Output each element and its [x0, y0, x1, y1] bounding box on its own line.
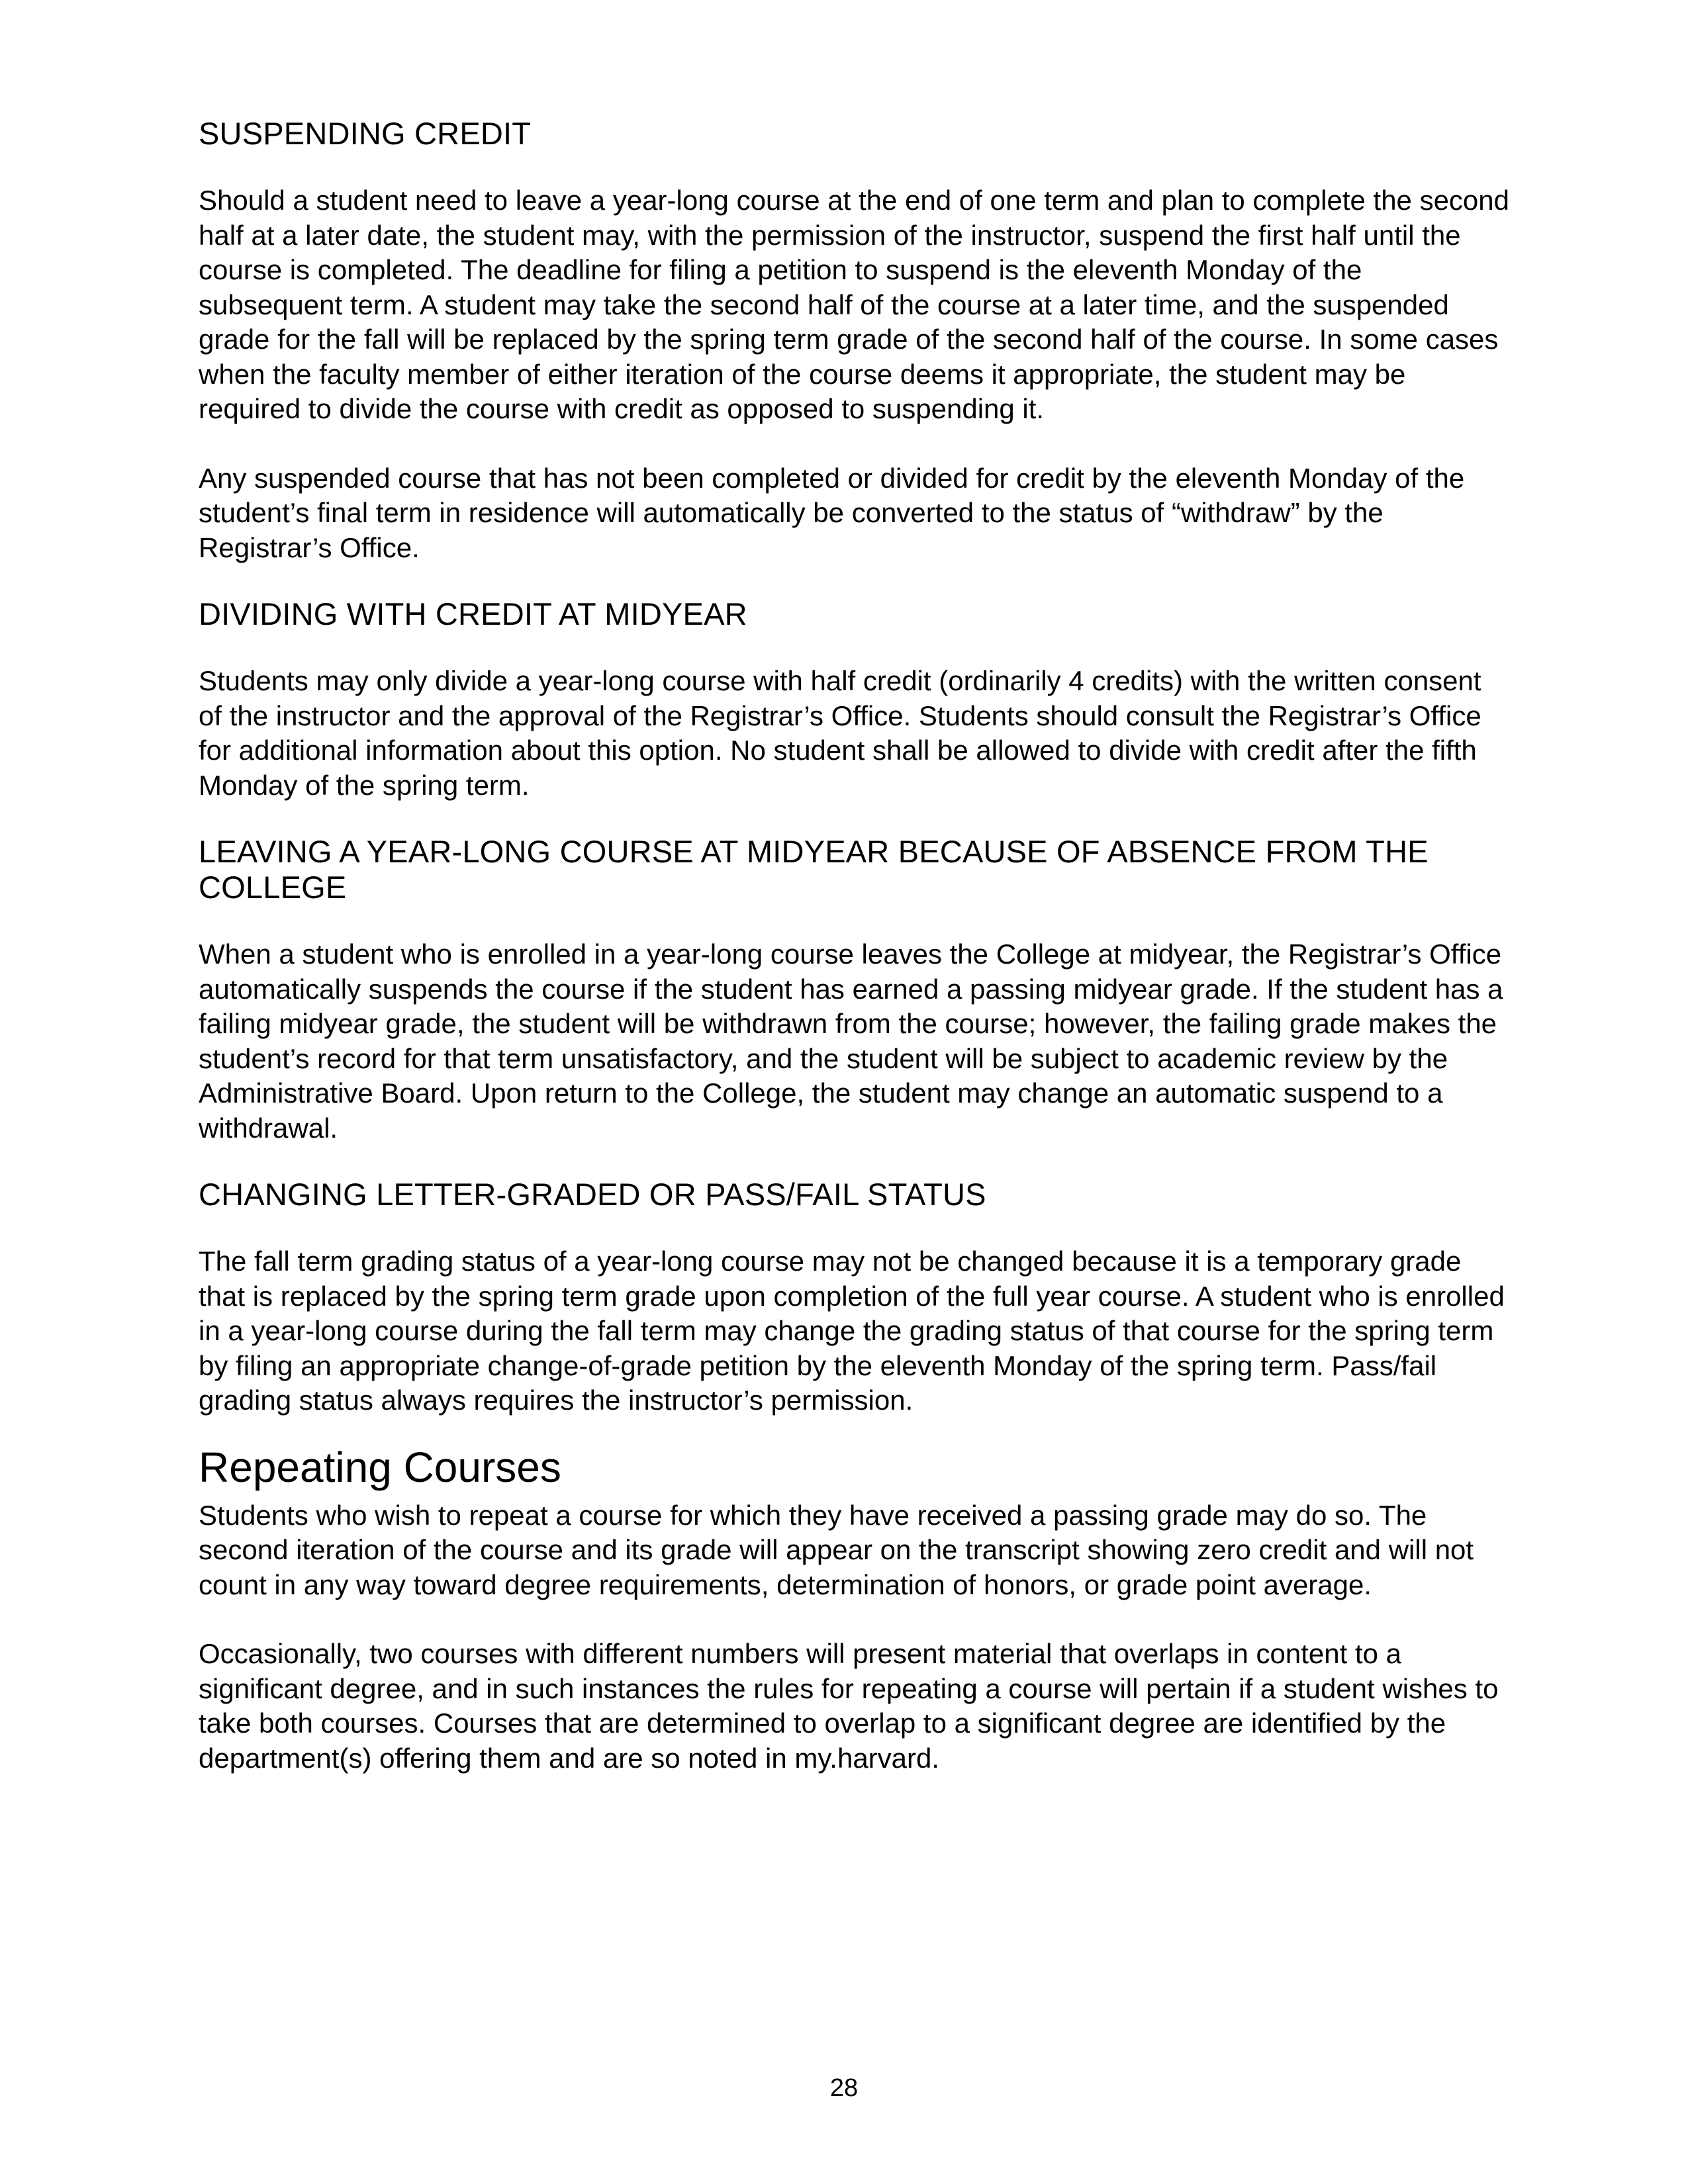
section-heading-dividing-with-credit: DIVIDING WITH CREDIT AT MIDYEAR	[199, 596, 747, 631]
paragraph-repeating-courses-2: Occasionally, two courses with different numbers will present material that overlaps in content to a significant degree, and in such instances the rules for repeating a course will pertain if a student wishes to take both courses. Courses that are determined to overlap to a significant degree are identified by the department(s) offering them and are so noted in my.harvard.	[199, 1638, 1499, 1774]
paragraph-dividing-with-credit: Students may only divide a year-long course with half credit (ordinarily 4 credits) with the written consent of the instructor and the approval of the Registrar’s Office. Students should consult the Registrar’s Office for additional information about this option. No student shall be allowed to divide with credit after the fifth Monday of the spring term.	[199, 665, 1481, 801]
paragraph-repeating-courses-1: Students who wish to repeat a course for which they have received a passing grade may do so. The second iteration of the course and its grade will appear on the transcript showing zero credit and will not count in any way toward degree requirements, determination of honors, or grade point average.	[199, 1499, 1474, 1600]
section-heading-changing-grading-status: CHANGING LETTER-GRADED OR PASS/FAIL STATUS	[199, 1177, 986, 1212]
document-page	[199, 116, 1509, 1776]
section-heading-leaving-year-long-course: LEAVING A YEAR-LONG COURSE AT MIDYEAR BECAUSE OF ABSENCE FROM THE COLLEGE	[199, 834, 1429, 905]
paragraph-suspending-credit-2: Any suspended course that has not been completed or divided for credit by the eleventh Monday of the student’s final term in residence will automatically be converted to the status of “withdraw” by the Registrar’s Office.	[199, 462, 1465, 563]
page-number: 28	[829, 2074, 859, 2102]
section-heading-suspending-credit: SUSPENDING CREDIT	[199, 116, 532, 151]
section-heading-repeating-courses: Repeating Courses	[199, 1443, 561, 1491]
paragraph-suspending-credit-1: Should a student need to leave a year-long course at the end of one term and plan to complete the second half at a later date, the student may, with the permission of the instructor, suspend the first half until the course is completed. The deadline for filing a petition to suspend is the eleventh Monday of the subsequent term. A student may take the second half of the course at a later time, and the suspended grade for the fall will be replaced by the spring term grade of the second half of the course. In some cases when the faculty member of either iteration of the course deems it appropriate, the student may be required to divide the course with credit as opposed to suspending it.	[199, 185, 1510, 424]
paragraph-changing-grading-status: The fall term grading status of a year-long course may not be changed because it is a temporary grade that is replaced by the spring term grade upon completion of the full year course. A student who is enrolled in a year-long course during the fall term may change the grading status of that course for the spring term by filing an appropriate change-of-grade petition by the eleventh Monday of the spring term. Pass/fail grading status always requires the instructor’s permission.	[199, 1246, 1505, 1416]
paragraph-leaving-year-long-course: When a student who is enrolled in a year-long course leaves the College at midyear, the Registrar’s Office automatically suspends the course if the student has earned a passing midyear grade. If the student has a failing midyear grade, the student will be withdrawn from the course; however, the failing grade makes the student’s record for that term unsatisfactory, and the student will be subject to academic review by the Administrative Board. Upon return to the College, the student may change an automatic suspend to a withdrawal.	[199, 938, 1503, 1144]
